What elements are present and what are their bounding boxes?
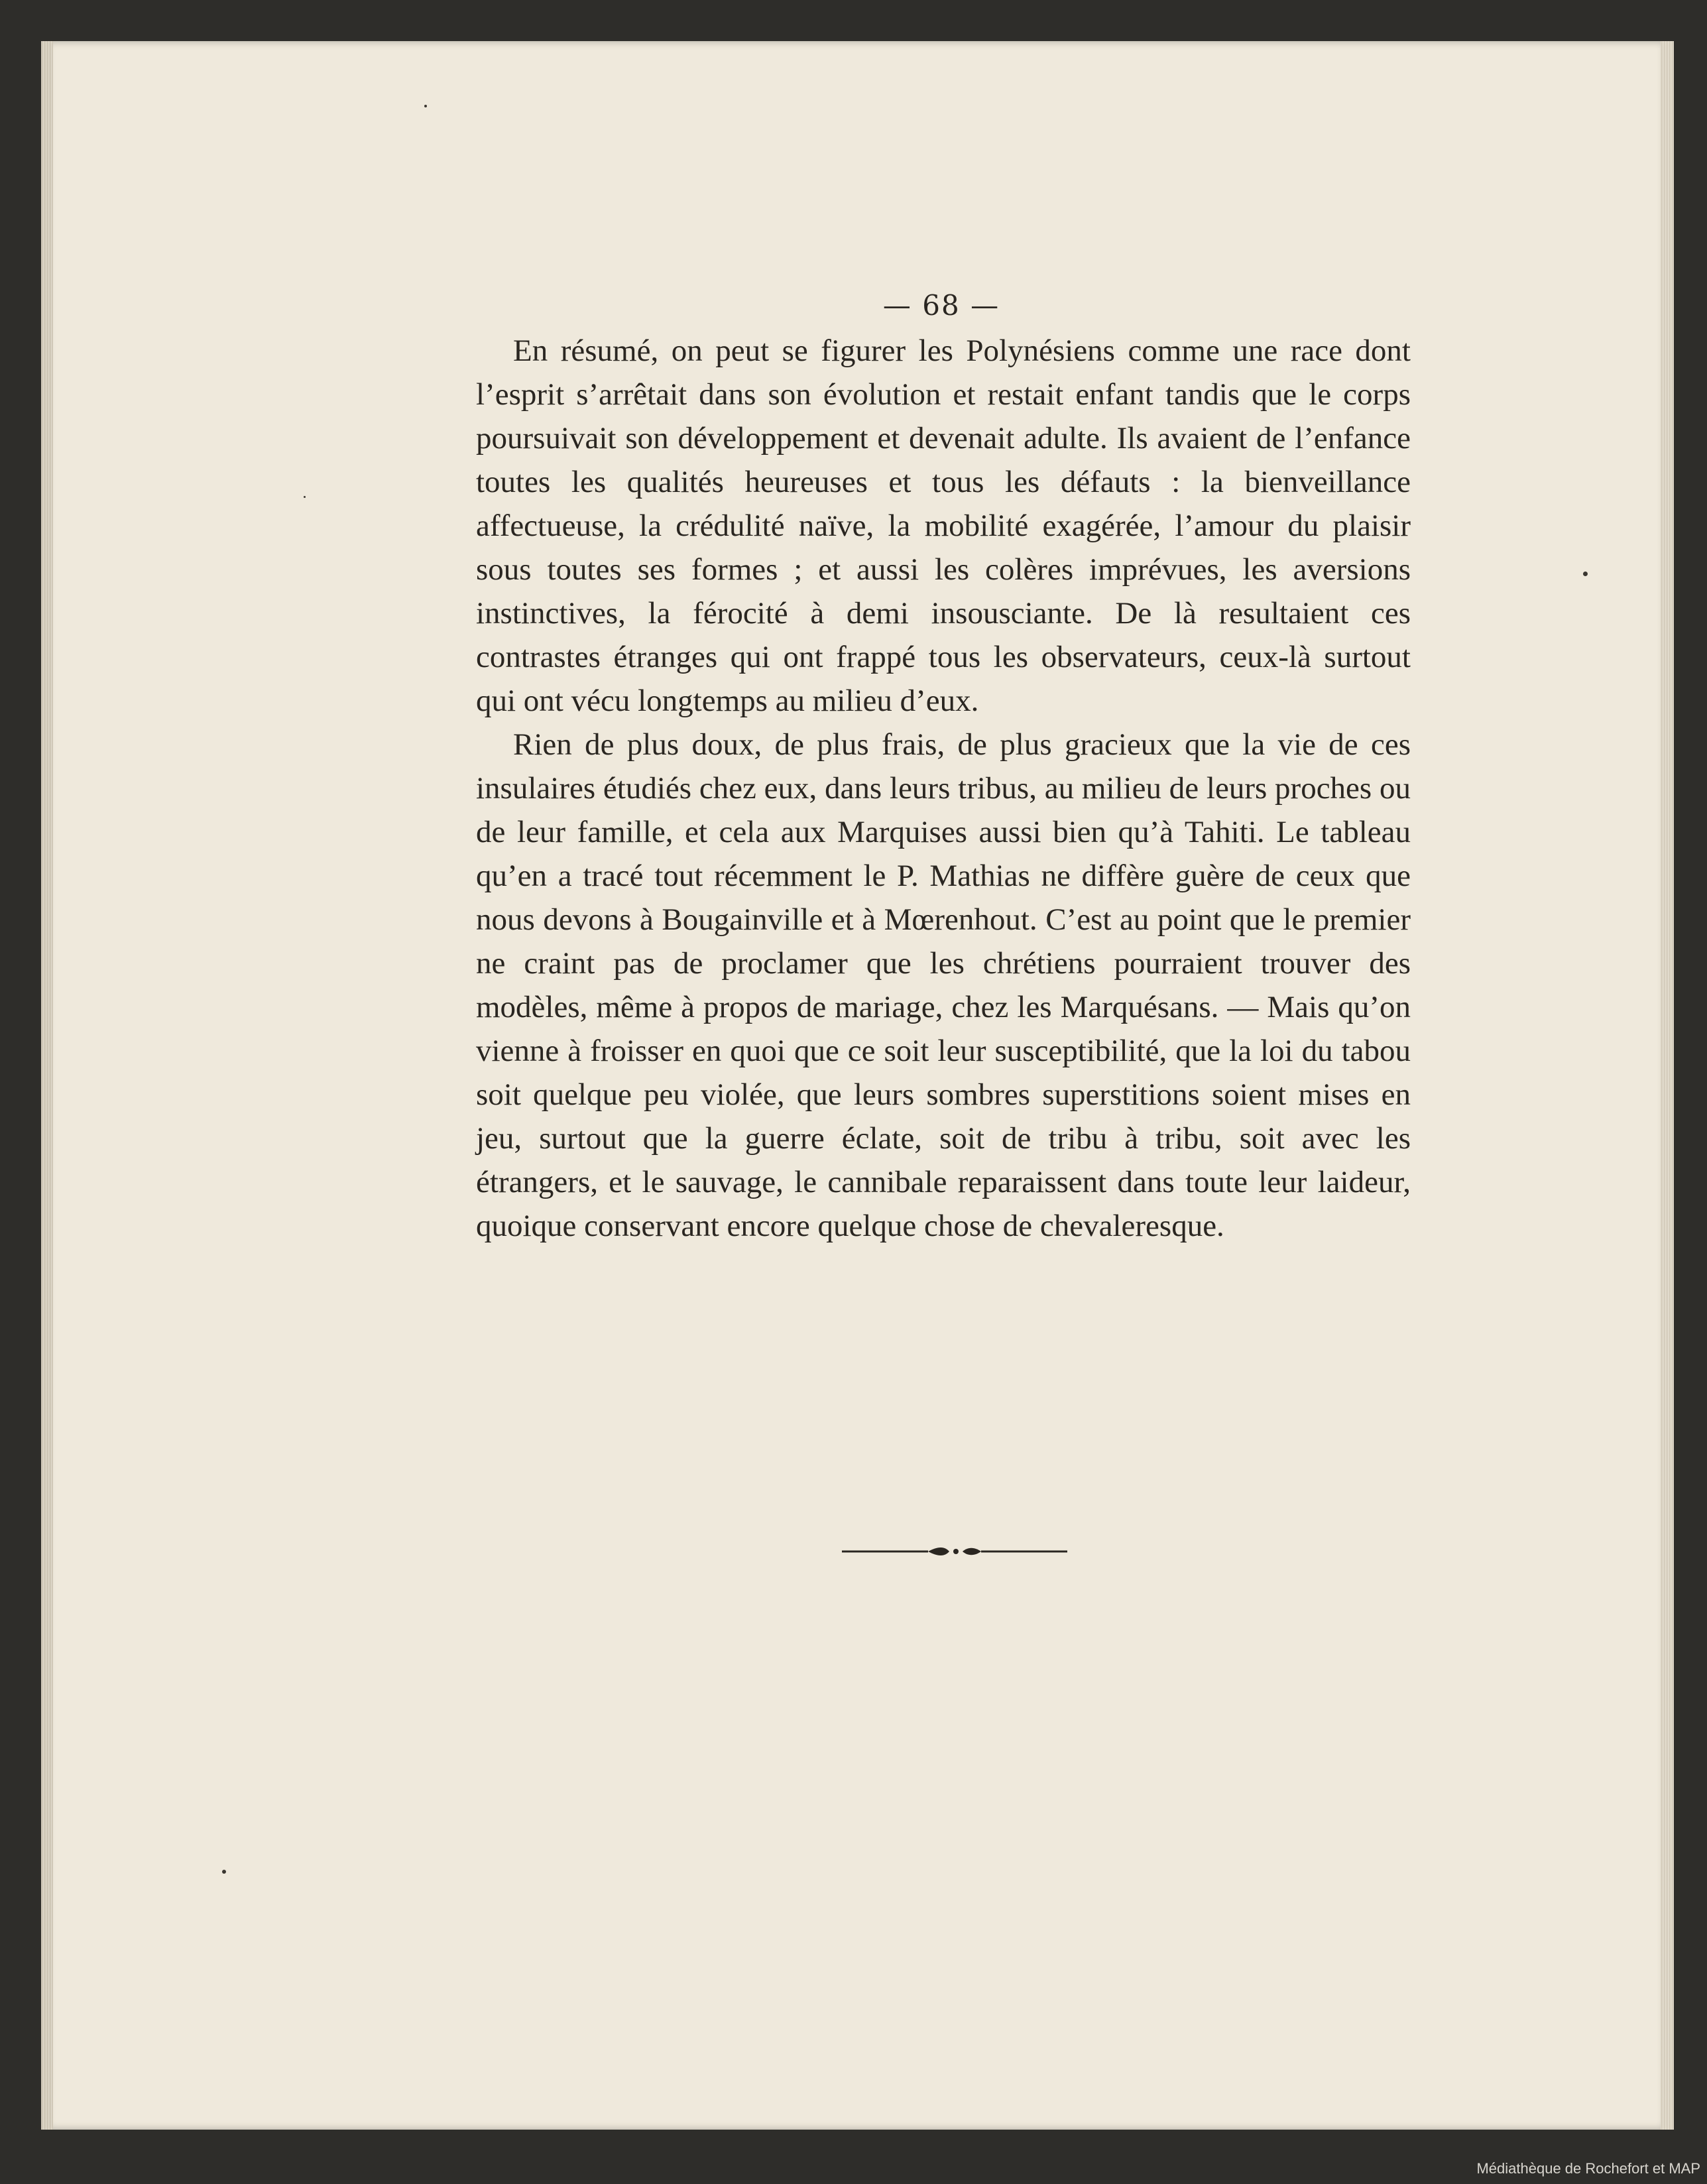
ink-speck xyxy=(304,496,306,498)
end-ornament-icon xyxy=(842,1538,1067,1565)
paragraph-2: Rien de plus doux, de plus frais, de plus gracieux que la vie de ces insulaires étudiés chez eux, dans leurs tribus, au milieu de leurs proches ou de leur famille, et cela aux Marquises aussi bien qu’à Tahiti. Le tableau qu’en a tracé tout récemment le P. Mathias ne diffère guère de ceux que nous devons à Bougainville et à Mœrenhout. C’est au point que le premier ne craint pas de proclamer que les chrétiens pourraient trouver des modèles, même à propos de mariage, chez les Marquésans. — Mais qu’on vienne à froisser en quoi que ce soit leur susceptibilité, que la loi du tabou soit quelque peu violée, que leurs sombres superstitions soient mises en jeu, surtout que la guerre éclate, soit de tribu à tribu, soit avec les étrangers, et le sauvage, le cannibale reparaissent dans toute leur laideur, quoique conservant encore quelque chose de chevaleresque. xyxy=(476,727,1411,1243)
body-text xyxy=(476,329,1411,1248)
page-number: — 68 — xyxy=(882,289,1000,322)
paragraph-1: En résumé, on peut se figurer les Polynésiens comme une race dont l’esprit s’arrêtait dans son évolution et restait enfant tandis que le corps poursuivait son développement et devenait adulte. Ils avaient de l’enfance toutes les qualités heureuses et tous les défauts : la bienveillance affectueuse, la crédulité naïve, la mobilité exagérée, l’amour du plaisir sous toutes ses formes ; et aussi les colères imprévues, les aversions instinctives, la férocité à demi insousciante. De là resultaient ces contrastes étranges qui ont frappé tous les observateurs, ceux-là surtout qui ont vécu longtemps au milieu d’eux. xyxy=(476,334,1411,718)
page-edge-right xyxy=(1661,41,1674,2130)
credit-watermark: Médiathèque de Rochefort et MAP xyxy=(1476,2160,1700,2177)
ink-speck xyxy=(1583,572,1588,576)
page-edge-left xyxy=(41,41,53,2130)
ink-speck xyxy=(424,105,427,107)
ink-speck xyxy=(222,1870,226,1874)
